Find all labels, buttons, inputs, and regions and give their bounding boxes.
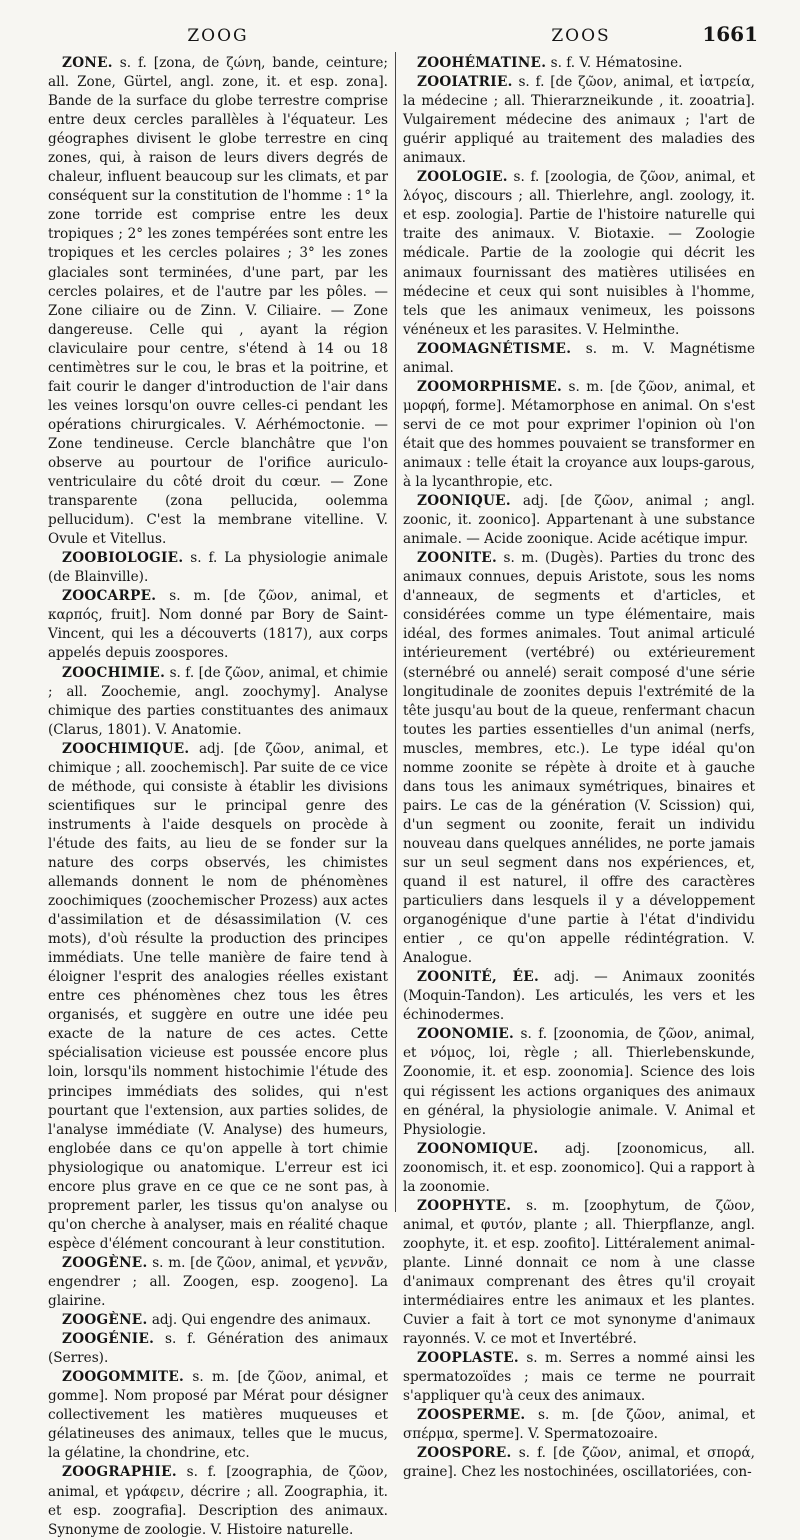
entry-headword: ZOOIATRIE. <box>417 74 513 91</box>
entry-zoogene-adj <box>48 1311 388 1330</box>
entry-definition: adj. [zoonomicus, all. zoonomisch, it. et esp. zoonomico]. Qui a rapport à la zoonomie. <box>403 1140 755 1195</box>
entry-definition: adj. Qui engendre des animaux. <box>151 1312 371 1329</box>
entry-zoographie <box>48 1463 388 1539</box>
entry-definition: s. f. [de ζῶον, animal, et chimie ; all. Zoochemie, angl. zoochymy]. Analyse chimique des parties constituantes des animaux (Clarus, 1801). V. Anatomie. <box>48 664 388 738</box>
entry-definition: s. f. [de ζῶον, animal, et ἰατρεία, la médecine ; all. Thierarzneikunde , it. zooatria]. Vulgairement médecine des animaux ; l'art de guérir appliqué au traitement des maladies des animaux. <box>403 74 755 167</box>
entry-zoocarpe <box>48 587 388 663</box>
entry-definition: s. f. [de ζῶον, animal, et σπορά, graine]. Chez les nostochinées, oscillatoriées, con- <box>403 1445 755 1481</box>
entry-zoobiologie <box>48 549 388 587</box>
entry-definition: s. m. [de ζῶον, animal, et καρπός, fruit]. Nom donné par Bory de Saint-Vincent, qui les a découverts (1817), aux corps appelés depuis zoospores. <box>48 588 389 662</box>
entry-definition: s. f. [zoonomia, de ζῶον, animal, et νόμος, loi, règle ; all. Thierlebenskunde, Zoonomie, it. et esp. zoonomia]. Science des lois qui régissent les actions organiques des animaux en général, la physiologie animale. V. Animal et Physiologie. <box>403 1026 756 1138</box>
entry-zoonique <box>403 492 755 549</box>
right-column <box>403 54 756 1481</box>
entry-definition: s. f. [zoographia, de ζῶον, animal, et γράφειν, décrire ; all. Zoographia, it. et esp. zoografia]. Description des animaux. Synonyme de zoologie. V. Histoire naturelle. <box>48 1464 388 1538</box>
entry-definition: s. m. Serres a nommé ainsi les spermatozoïdes ; mais ce terme ne pourrait s'appliquer qu'à ceux des animaux. <box>403 1350 755 1405</box>
center-running-head: ZOOS <box>551 26 611 46</box>
entry-zoogenie <box>48 1330 388 1368</box>
entry-headword: ZOONIQUE. <box>417 493 511 510</box>
entry-headword: ZOONOMIQUE. <box>417 1140 539 1157</box>
entry-definition: s. m. [de ζῶον, animal, et μορφή, forme]. Métamorphose en animal. On s'est servi de ce mot pour exprimer l'opinion où l'on était que des hommes pouvaient se transformer en animaux : telle était la croyance aux loups-garous, à la lycanthropie, etc. <box>403 378 755 491</box>
entry-zoosperme <box>403 1406 755 1444</box>
entry-headword: ZOOSPORE. <box>417 1445 512 1462</box>
entry-definition: adj. [de ζῶον, animal ; angl. zoonic, it. zoonico]. Appartenant à une substance animale. — Acide zoonique. Acide acétique impur. <box>403 493 755 548</box>
entry-headword: ZOONITE. <box>417 550 497 567</box>
entry-definition: s. f. La physiologie animale (de Blainville). <box>48 550 388 586</box>
entry-zoonite <box>403 549 755 968</box>
entry-definition: s. f. [zoologia, de ζῶον, animal, et λόγος, discours ; all. Thierlehre, angl. zoology, it. et esp. zoologia]. Partie de l'histoire naturelle qui traite des animaux. V. Biotaxie. — Zoologie médicale. Partie de la zoologie qui décrit les animaux fournissant des matières utilisées en médecine et ceux qui sont nuisibles à l'homme, tels que les animaux venimeux, les poissons vénéneux et les parasites. V. Helminthe. <box>403 169 755 338</box>
entry-zoochimie <box>48 664 388 740</box>
entry-zoomagnetisme <box>403 340 755 378</box>
entry-definition: s. m. [de ζῶον, animal, et σπέρμα, sperme]. V. Spermatozoaire. <box>403 1407 756 1443</box>
entry-definition: adj. — Animaux zoonités (Moquin-Tandon). Les articulés, les vers et les échinodermes. <box>403 969 755 1024</box>
entry-headword: ZOOMORPHISME. <box>417 378 563 395</box>
entry-definition: s. f. V. Hématosine. <box>550 55 683 71</box>
column-divider <box>395 52 396 1212</box>
left-column <box>48 54 389 1538</box>
entry-headword: ZOOCARPE. <box>62 588 157 605</box>
entry-headword: ZOOPLASTE. <box>417 1350 519 1367</box>
entry-zoospore <box>403 1444 755 1482</box>
entry-zoohematine <box>403 54 755 73</box>
entry-headword: ZOONITÉ, ÉE. <box>417 969 539 986</box>
entry-zooplaste <box>403 1349 755 1406</box>
entry-headword: ZOOGOMMITE. <box>62 1369 185 1386</box>
entry-zoologie <box>403 168 755 339</box>
entry-definition: adj. [de ζῶον, animal, et chimique ; all. zoochemisch]. Par suite de ce vice de méthode, qui consiste à établir les divisions scientifiques sur le principal genre des instruments à l'aide desquels on procède à l'étude des faits, au lieu de se fonder sur la nature des corps observés, les chimistes allemands donnent le nom de phénomènes zoochimiques (zoochemischer Prozess) aux actes d'assimilation et de désassimilation (V. ces mots), d'où résulte la production des principes immédiats. Une telle manière de faire tend à éloigner l'esprit des analogies réelles existant entre ces phénomènes chez tous les êtres organisés, et suggère en outre une idée peu exacte de la nature de ces actes. Cette spécialisation vicieuse est poussée encore plus loin, lorsqu'ils nomment histochimie l'étude des principes immédiats des solides, qui n'est pourtant que l'extension, aux parties solides, de l'analyse immédiate (V. Analyse) des humeurs, englobée dans ce qu'on appelle à tort chimie physiologique ou anatomique. L'erreur est ici encore plus grave en ce que ce ne sont pas, à proprement parler, les tissus qu'on analyse ou qu'on cherche à analyser, mais en réalité chaque espèce d'élément concourant à leur constitution. <box>48 740 388 1252</box>
entry-headword: ZOOCHIMIE. <box>62 664 166 681</box>
entry-zooiatrie <box>403 73 755 168</box>
entry-definition: s. m. V. Magnétisme animal. <box>403 340 755 376</box>
entry-headword: ZOOHÉMATINE. <box>417 55 547 71</box>
entry-headword: ZOOGÈNE. <box>62 1312 148 1329</box>
entry-headword: ZOOMAGNÉTISME. <box>417 340 572 357</box>
entry-headword: ZOOLOGIE. <box>417 169 508 186</box>
entry-zoonomie <box>403 1025 755 1139</box>
entry-definition: s. m. (Dugès). Parties du tronc des animaux connues, depuis Aristote, sous les noms d'anneaux, de segments et d'articles, et considérées comme un type élémentaire, mais idéal, des formes animales. Tout animal articulé intérieurement (vertébré) ou extérieurement (sternébré ou annelé) serait composé d'une série longitudinale de zoonites depuis l'extrémité de la tête jusqu'au bout de la queue, renfermant chacun toutes les parties essentielles d'un animal (nerfs, muscles, membres, etc.). Le type idéal qu'on nomme zoonite se répète à droite et à gauche dans tous les animaux symétriques, binaires et pairs. Le cas de la génération (V. Scission) qui, d'un segment ou zoonite, ferait un individu nouveau dans quelques annélides, ne porte jamais sur un seul segment dans nos expériences, et, quand il est naturel, il offre des caractères particuliers dans lesquels il y a développement organogénique d'une partie à l'état d'individu entier , ce qu'on appelle rédintégration. V. Analogue. <box>403 550 756 967</box>
entry-headword: ZONE. <box>62 55 113 71</box>
page-number: 1661 <box>702 22 758 46</box>
entry-zoophyte <box>403 1197 755 1349</box>
entry-zone <box>48 54 388 549</box>
entry-definition: s. m. [de ζῶον, animal, et γεννᾶν, engendrer ; all. Zoogen, esp. zoogeno]. La glairine. <box>48 1254 388 1310</box>
entry-zoomorphisme <box>403 378 755 492</box>
entry-definition: s. m. [de ζῶον, animal, et gomme]. Nom proposé par Mérat pour désigner collectivement les matières muqueuses et gélatineuses des animaux, telles que le mucus, la gélatine, la chondrine, etc. <box>48 1369 389 1462</box>
entry-zoogene-noun <box>48 1254 388 1311</box>
entry-headword: ZOOGÉNIE. <box>62 1331 155 1348</box>
entry-definition: s. f. Génération des animaux (Serres). <box>48 1331 388 1367</box>
running-header <box>48 20 758 48</box>
entry-definition: s. m. [zoophytum, de ζῶον, animal, et φυτόν, plante ; all. Thierpflanze, angl. zoophyte, it. et esp. zoofito]. Littéralement animal-plante. Linné donnait ce nom à une classe d'animaux comprenant des êtres qu'il croyait intermédiaires entre les animaux et les plantes. Cuvier a fait à tort ce mot synonyme d'animaux rayonnés. V. ce mot et Invertébré. <box>403 1197 755 1348</box>
entry-zoonomique <box>403 1140 755 1197</box>
entry-headword: ZOOPHYTE. <box>417 1197 512 1214</box>
entry-headword: ZOONOMIE. <box>417 1026 515 1043</box>
entry-definition: s. f. [zona, de ζώνη, bande, ceinture; all. Zone, Gürtel, angl. zone, it. et esp. zona]. Bande de la surface du globe terrestre comprise entre deux cercles parallèles à l'équateur. Les géographes divisent le globe terrestre en cinq zones, qui, à raison de leurs divers degrés de chaleur, influent beaucoup sur les climats, et par conséquent sur la constitution de l'homme : 1° la zone torride est comprise entre les deux tropiques ; 2° les zones tempérées sont entre les tropiques et les cercles polaires ; 3° les zones glaciales sont terminées, d'une part, par les cercles polaires, et de l'autre par les pôles. — Zone ciliaire ou de Zinn. V. Ciliaire. — Zone dangereuse. Celle qui , ayant la région claviculaire pour centre, s'étend à 14 ou 18 centimètres sur le cou, le bras et la poitrine, et fait courir le danger d'introduction de l'air dans les veines lorsqu'on ouvre celles-ci pendant les opérations chirurgicales. V. Aérhémoctonie. — Zone tendineuse. Cercle blanchâtre que l'on observe au pourtour de l'orifice auriculo-ventriculaire du côté droit du cœur. — Zone transparente (zona pellucida, oolemma pellucidum). C'est la membrane vitelline. V. Ovule et Vitellus. <box>48 55 388 548</box>
entry-headword: ZOOGÈNE. <box>62 1254 148 1271</box>
entry-zoonite-adj <box>403 968 755 1025</box>
entry-zoogommite <box>48 1368 388 1463</box>
entry-headword: ZOOSPERME. <box>417 1407 526 1424</box>
left-running-head: ZOOG <box>187 26 249 46</box>
entry-headword: ZOOBIOLOGIE. <box>62 550 184 567</box>
entry-headword: ZOOCHIMIQUE. <box>62 740 190 757</box>
entry-zoochimique <box>48 740 388 1254</box>
entry-headword: ZOOGRAPHIE. <box>62 1464 177 1481</box>
